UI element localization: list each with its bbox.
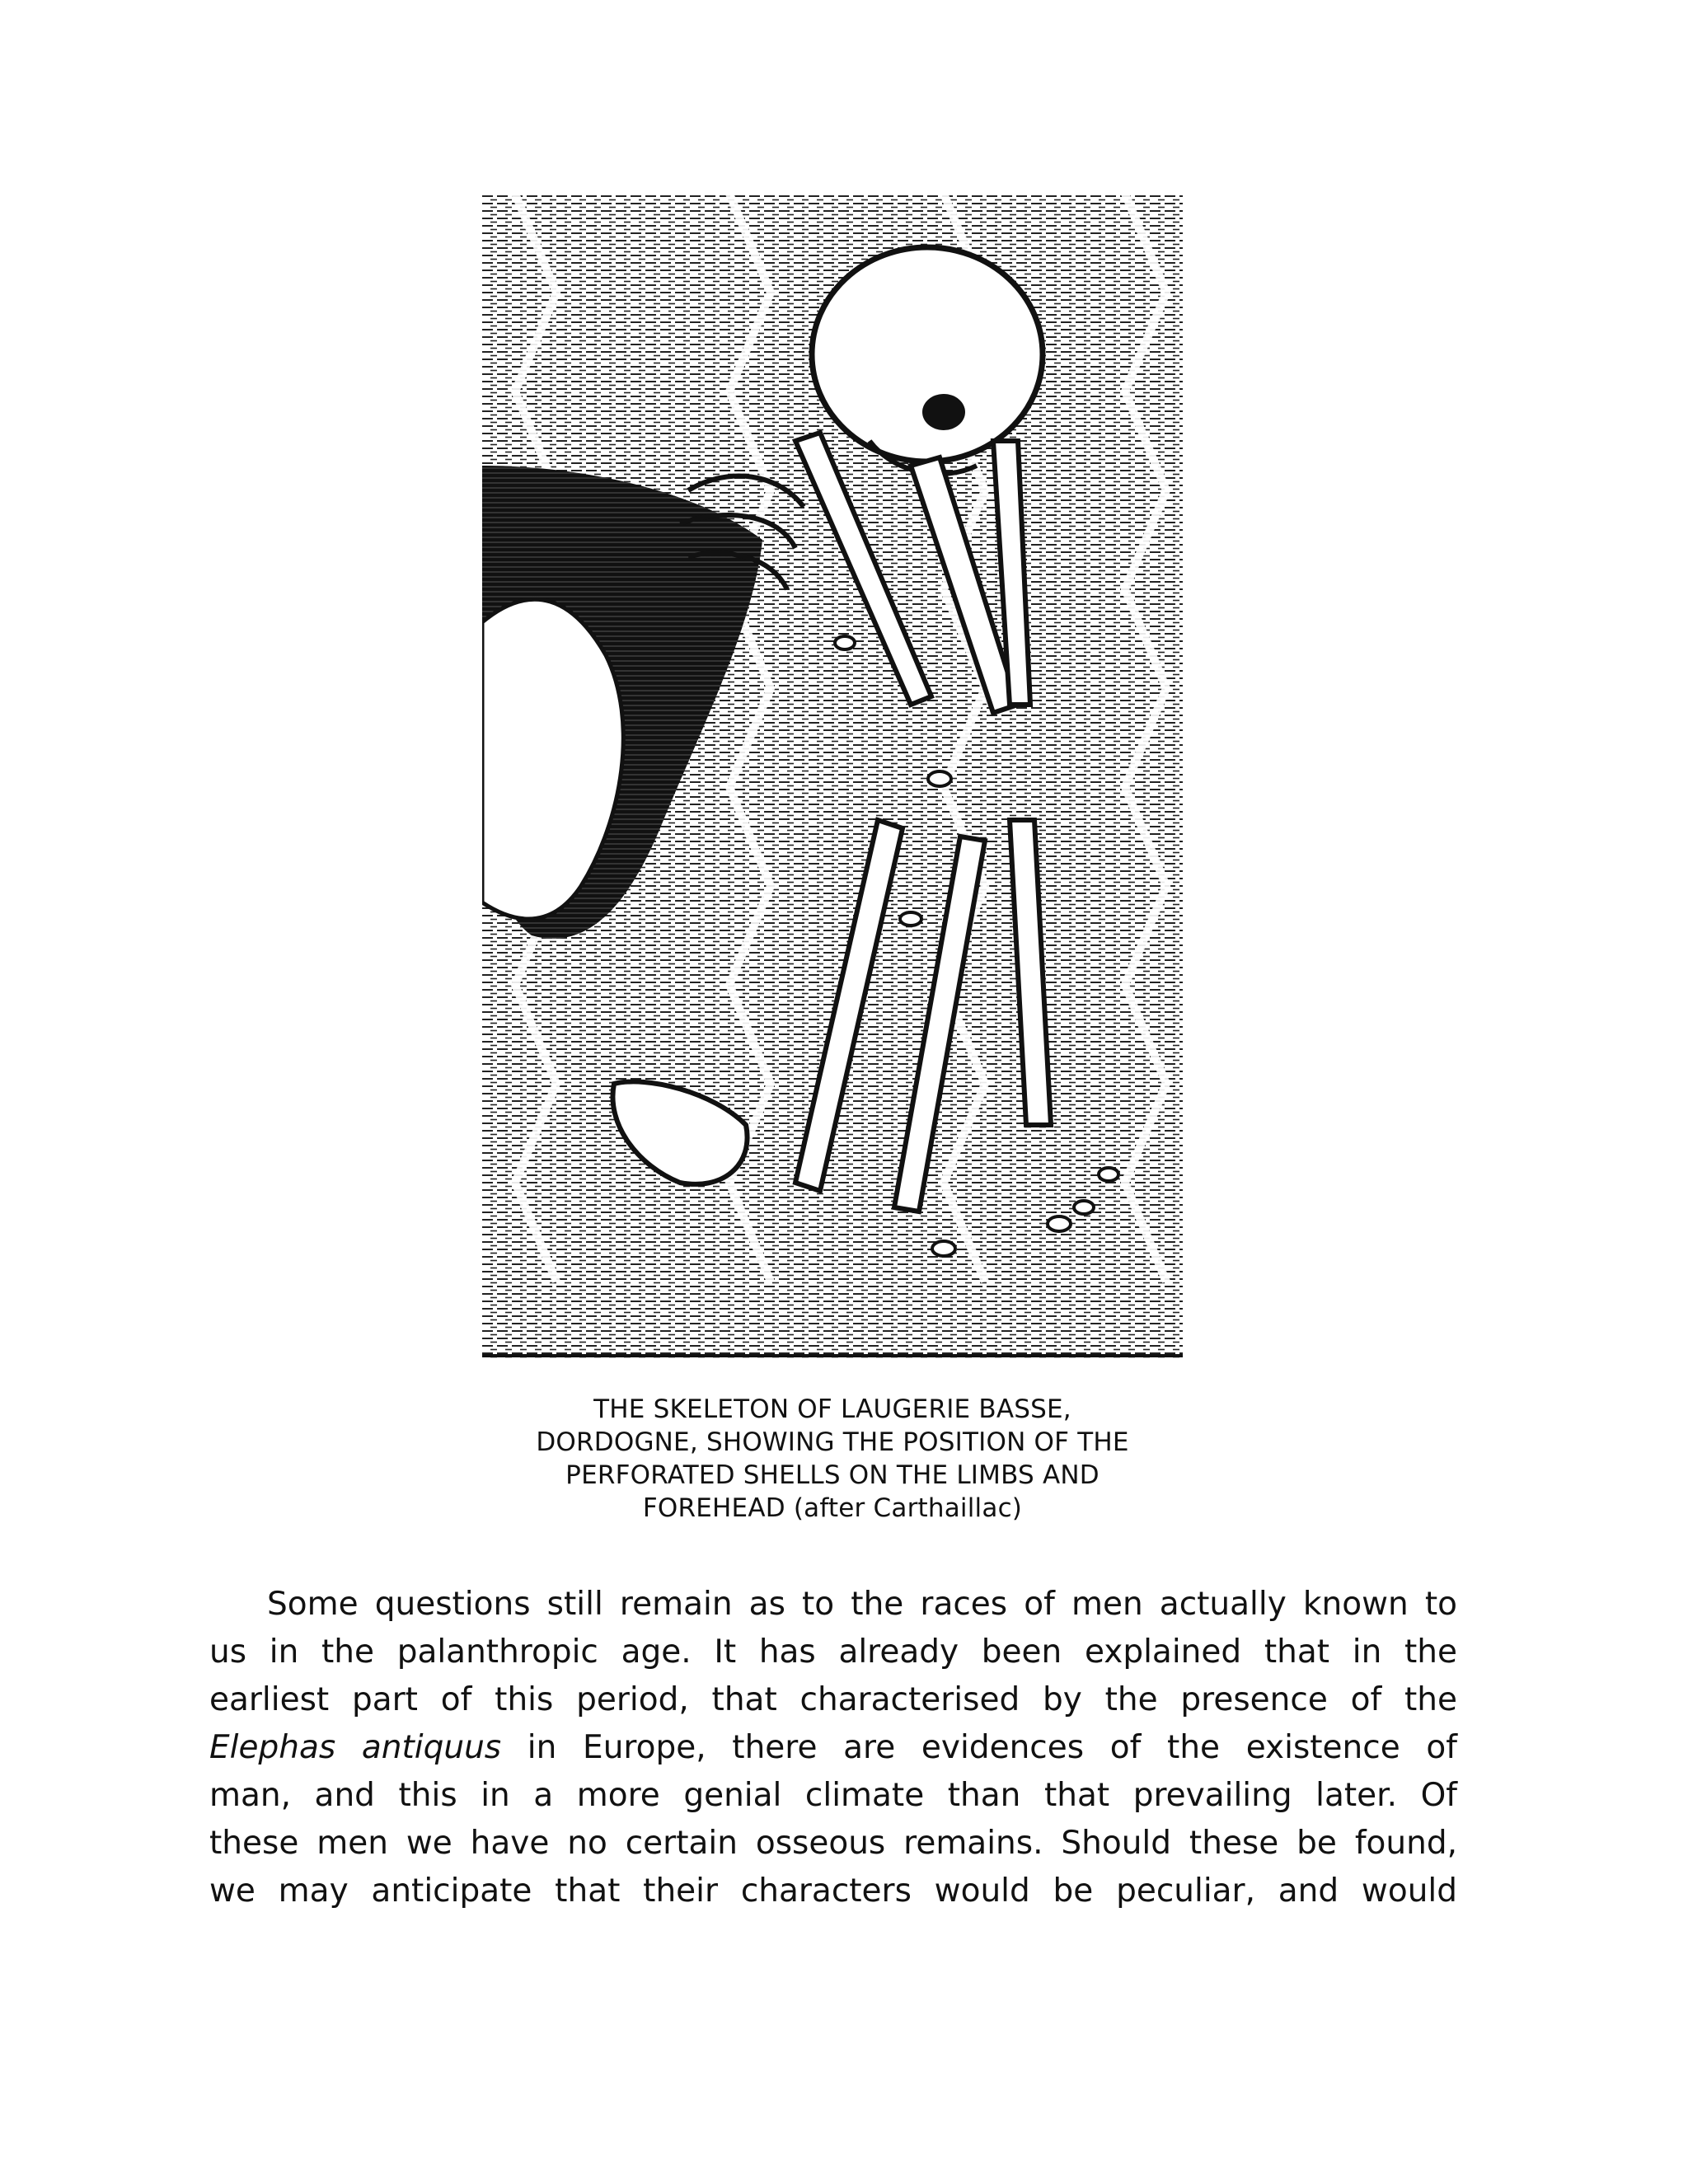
- engraving-skeleton-illustration-icon: [482, 194, 1183, 1360]
- caption-line: THE SKELETON OF LAUGERIE BASSE,: [593, 1394, 1071, 1424]
- skeleton-illustration: [482, 194, 1183, 1360]
- caption-line: FOREHEAD (after Carthaillac): [642, 1493, 1023, 1523]
- species-name-italic: Elephas antiquus: [209, 1729, 502, 1766]
- caption-line: DORDOGNE, SHOWING THE POSITION OF THE: [536, 1427, 1129, 1457]
- paragraph-line: we may anticipate that their characters would be peculiar, and would: [209, 1872, 1457, 1910]
- paragraph-line: us in the palanthropic age. It has already been explained that in the: [209, 1633, 1457, 1671]
- paragraph-line: these men we have no certain osseous remains. Should these be found,: [209, 1825, 1457, 1862]
- paragraph-line: [209, 1724, 1457, 1772]
- paragraph-line-rest: in Europe, there are evidences of the existence of: [501, 1729, 1457, 1766]
- paragraph-line: man, and this in a more genial climate than that prevailing later. Of: [209, 1777, 1457, 1814]
- caption-line: PERFORATED SHELLS ON THE LIMBS AND: [565, 1460, 1100, 1490]
- paragraph-line: Some questions still remain as to the races of men actually known to: [267, 1586, 1457, 1623]
- paragraph-line: earliest part of this period, that characterised by the presence of the: [209, 1681, 1457, 1718]
- figure-caption: [462, 1393, 1203, 1525]
- body-paragraph: [209, 1581, 1457, 1915]
